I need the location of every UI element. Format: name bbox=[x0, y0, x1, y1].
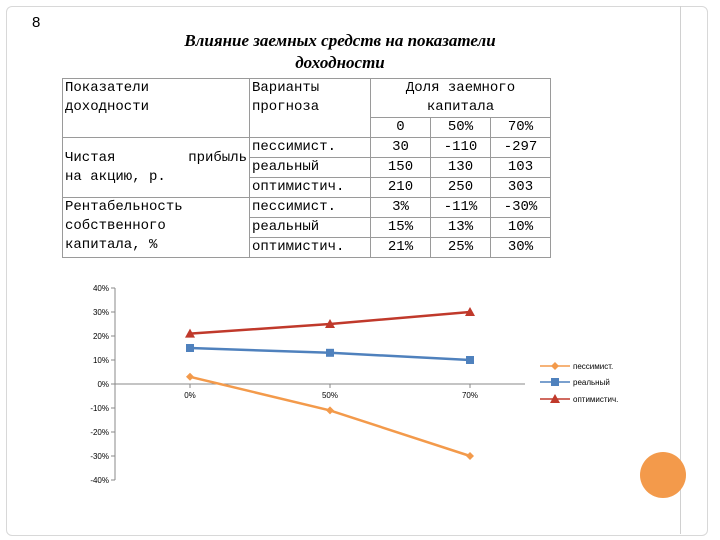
roe-label-line2: собственного bbox=[65, 218, 166, 234]
header-variants-line2: прогноза bbox=[252, 99, 320, 115]
header-indicators bbox=[63, 79, 250, 138]
share-0: 0 bbox=[371, 118, 431, 138]
data-point bbox=[466, 452, 474, 460]
table-cell: 30 bbox=[371, 138, 431, 158]
data-point bbox=[466, 356, 474, 364]
eps-label bbox=[63, 138, 250, 198]
header-indicators-line2: доходности bbox=[65, 99, 150, 115]
x-tick-label: 70% bbox=[461, 391, 479, 400]
legend-label: пессимист. bbox=[573, 362, 614, 371]
data-point bbox=[186, 344, 194, 352]
y-tick-label: -20% bbox=[90, 428, 109, 437]
slide-title bbox=[90, 30, 590, 74]
header-variants-line1: Варианты bbox=[252, 80, 320, 96]
table-cell: 130 bbox=[431, 158, 491, 178]
y-tick-label: -10% bbox=[90, 404, 109, 413]
y-tick-label: 40% bbox=[92, 284, 109, 293]
table-cell: 150 bbox=[371, 158, 431, 178]
table-cell: 210 bbox=[371, 178, 431, 198]
table-cell: 103 bbox=[491, 158, 551, 178]
header-debt-share: Доля заемного капитала bbox=[371, 79, 551, 118]
table-cell: 10% bbox=[491, 218, 551, 238]
table-cell: 250 bbox=[431, 178, 491, 198]
variant-cell: пессимист. bbox=[250, 198, 371, 218]
roe-label bbox=[63, 198, 250, 258]
data-point bbox=[326, 406, 334, 414]
header-variants bbox=[250, 79, 371, 138]
table-cell: -297 bbox=[491, 138, 551, 158]
table-cell: -11% bbox=[431, 198, 491, 218]
legend-marker bbox=[551, 378, 559, 386]
legend-label: реальный bbox=[573, 378, 610, 387]
eps-label-line1 bbox=[65, 149, 247, 168]
table-cell: 15% bbox=[371, 218, 431, 238]
y-tick-label: -30% bbox=[90, 452, 109, 461]
variant-cell: реальный bbox=[250, 158, 371, 178]
roe-label-line1: Рентабельность bbox=[65, 199, 183, 215]
data-point bbox=[326, 349, 334, 357]
table-cell: 25% bbox=[431, 238, 491, 258]
series-line-0 bbox=[190, 377, 470, 456]
share-70: 70% bbox=[491, 118, 551, 138]
x-tick-label: 0% bbox=[184, 391, 196, 400]
slide-frame-right-edge bbox=[680, 6, 707, 534]
y-tick-label: -40% bbox=[90, 476, 109, 485]
decorative-orange-circle bbox=[640, 452, 686, 498]
slide-number: 8 bbox=[32, 14, 41, 31]
legend-marker bbox=[551, 362, 559, 370]
header-indicators-line1: Показатели bbox=[65, 80, 150, 96]
profitability-table bbox=[62, 78, 551, 258]
data-point bbox=[186, 373, 194, 381]
legend-label: оптимистич. bbox=[573, 395, 619, 404]
variant-cell: оптимистич. bbox=[250, 178, 371, 198]
eps-label-line2: на акцию, р. bbox=[65, 168, 166, 185]
table-cell: -30% bbox=[491, 198, 551, 218]
table-cell: 303 bbox=[491, 178, 551, 198]
share-50: 50% bbox=[431, 118, 491, 138]
table-cell: 21% bbox=[371, 238, 431, 258]
y-tick-label: 0% bbox=[97, 380, 109, 389]
variant-cell: оптимистич. bbox=[250, 238, 371, 258]
title-line-2: доходности bbox=[295, 53, 385, 72]
roe-label-line3: капитала, % bbox=[65, 237, 158, 253]
roe-line-chart bbox=[85, 280, 665, 495]
x-tick-label: 50% bbox=[321, 391, 339, 400]
y-tick-label: 30% bbox=[92, 308, 109, 317]
table-cell: -110 bbox=[431, 138, 491, 158]
table-cell: 30% bbox=[491, 238, 551, 258]
eps-label-word2: прибыль bbox=[188, 149, 247, 166]
y-tick-label: 20% bbox=[92, 332, 109, 341]
table-cell: 3% bbox=[371, 198, 431, 218]
title-line-1: Влияние заемных средств на показатели bbox=[184, 31, 496, 50]
y-tick-label: 10% bbox=[92, 356, 109, 365]
table-cell: 13% bbox=[431, 218, 491, 238]
eps-label-word1: Чистая bbox=[65, 149, 116, 166]
variant-cell: реальный bbox=[250, 218, 371, 238]
variant-cell: пессимист. bbox=[250, 138, 371, 158]
